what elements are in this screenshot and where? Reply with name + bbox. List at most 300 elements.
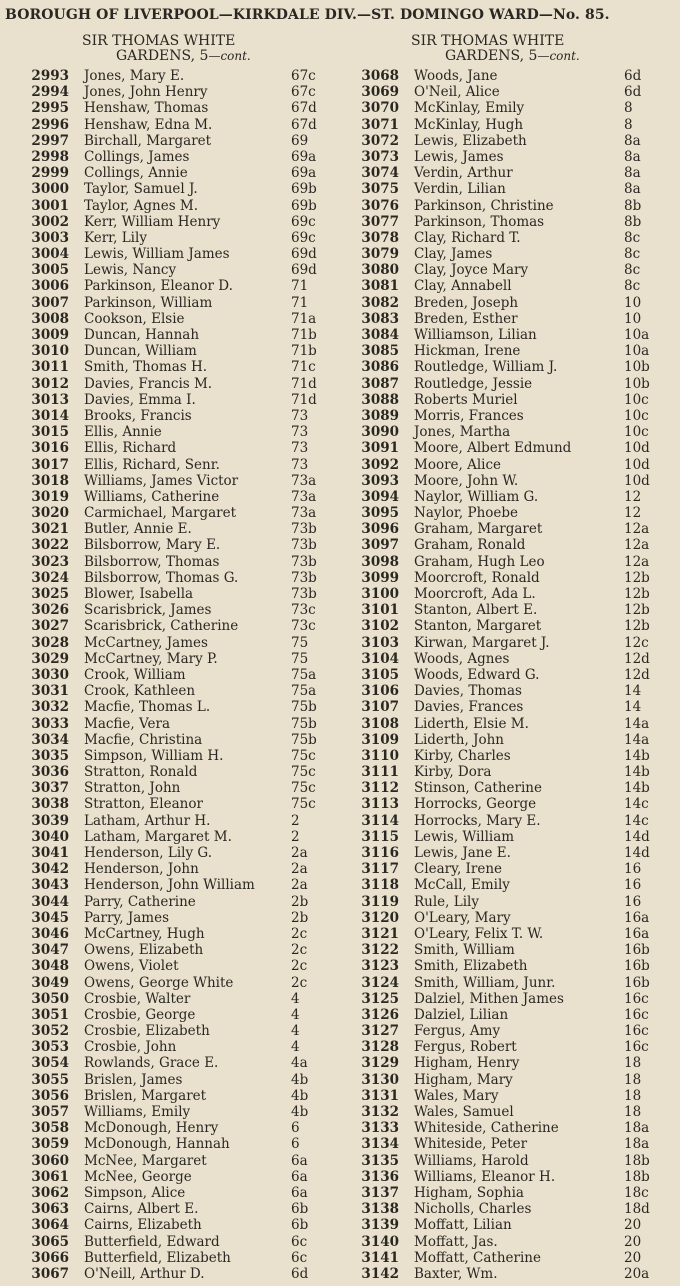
house-number: 71b — [291, 343, 317, 360]
elector-number: 3109 — [361, 731, 399, 748]
elector-name: Stratton, Eleanor — [84, 796, 203, 813]
elector-number: 3033 — [31, 715, 69, 732]
house-number: 2 — [291, 812, 300, 829]
house-number: 6a — [291, 1184, 308, 1201]
elector-number: 3031 — [31, 683, 69, 700]
elector-name: McKinlay, Hugh — [414, 116, 524, 133]
house-number: 2a — [291, 861, 308, 878]
elector-row — [340, 457, 680, 473]
elector-number: 3088 — [361, 391, 399, 408]
elector-name: Collings, Annie — [84, 165, 188, 182]
elector-number: 3061 — [31, 1168, 69, 1185]
elector-number: 3098 — [361, 553, 399, 570]
house-number: 2b — [291, 893, 309, 910]
house-number: 14a — [624, 715, 650, 732]
house-number: 2c — [291, 925, 308, 942]
elector-name: Nicholls, Charles — [414, 1201, 532, 1218]
house-number: 73a — [291, 505, 317, 522]
elector-number: 3064 — [31, 1217, 69, 1234]
elector-row — [340, 1120, 680, 1136]
elector-row — [340, 651, 680, 667]
house-number: 75b — [291, 731, 317, 748]
house-number: 2a — [291, 877, 308, 894]
house-number: 69b — [291, 197, 317, 214]
elector-name: Dalziel, Lilian — [414, 1006, 509, 1023]
house-number: 12b — [624, 569, 650, 586]
elector-name: Collings, James — [84, 148, 190, 165]
house-number: 69d — [291, 246, 317, 263]
elector-name: Horrocks, George — [414, 796, 537, 813]
elector-name: Stratton, John — [84, 780, 181, 797]
elector-name: Crook, Kathleen — [84, 683, 196, 700]
elector-row — [0, 732, 340, 748]
elector-row — [0, 343, 340, 359]
elector-number: 3001 — [31, 197, 69, 214]
house-number: 8b — [624, 213, 642, 230]
elector-name: Parkinson, William — [84, 294, 213, 311]
house-number: 71d — [291, 391, 317, 408]
elector-number: 3137 — [361, 1184, 399, 1201]
elector-row — [0, 214, 340, 230]
house-number: 10b — [624, 375, 650, 392]
elector-number: 3140 — [361, 1233, 399, 1250]
elector-number: 3093 — [361, 472, 399, 489]
elector-name: Lewis, James — [414, 148, 504, 165]
house-number: 10d — [624, 472, 650, 489]
elector-row — [340, 683, 680, 699]
elector-name: Clay, James — [414, 246, 493, 263]
elector-number: 3071 — [361, 116, 399, 133]
elector-number: 3039 — [31, 812, 69, 829]
elector-name: Higham, Mary — [414, 1071, 513, 1088]
house-number: 73 — [291, 407, 309, 424]
elector-number: 3057 — [31, 1104, 69, 1120]
elector-row — [340, 1023, 680, 1039]
elector-number: 3005 — [31, 262, 69, 279]
elector-name: Cookson, Elsie — [84, 310, 185, 327]
elector-number: 3085 — [361, 343, 399, 360]
house-number: 4 — [291, 1006, 300, 1023]
house-number: 75c — [291, 796, 316, 813]
elector-name: Fergus, Robert — [414, 1039, 517, 1056]
elector-name: Owens, Violet — [84, 958, 179, 975]
elector-name: Williamson, Lilian — [414, 327, 537, 343]
elector-number: 3036 — [31, 764, 69, 781]
elector-name: Wales, Mary — [414, 1087, 499, 1104]
elector-name: Lewis, Jane E. — [414, 845, 511, 861]
elector-number: 3133 — [361, 1120, 399, 1137]
house-number: 14c — [624, 812, 649, 829]
elector-name: Macfie, Christina — [84, 731, 203, 748]
elector-row — [340, 586, 680, 602]
elector-row — [0, 100, 340, 116]
elector-number: 3075 — [361, 181, 399, 198]
street-heading-right — [411, 34, 580, 64]
elector-row — [0, 84, 340, 100]
house-number: 12b — [624, 618, 650, 635]
elector-name: Crosbie, John — [84, 1039, 177, 1056]
elector-row — [340, 829, 680, 845]
elector-number: 2999 — [31, 165, 69, 182]
elector-row — [0, 1169, 340, 1185]
elector-row — [340, 861, 680, 877]
house-number: 8 — [624, 116, 633, 133]
elector-number: 3041 — [31, 845, 69, 861]
elector-row — [0, 699, 340, 715]
elector-name: Macfie, Vera — [84, 715, 171, 732]
house-number: 8a — [624, 165, 641, 182]
house-number: 67d — [291, 100, 317, 117]
house-number: 16 — [624, 861, 642, 878]
elector-number: 3056 — [31, 1087, 69, 1104]
house-number: 10d — [624, 440, 650, 457]
elector-row — [340, 1055, 680, 1071]
elector-row — [0, 489, 340, 505]
elector-number: 3139 — [361, 1217, 399, 1234]
elector-row — [0, 230, 340, 246]
elector-number: 3047 — [31, 942, 69, 959]
elector-name: McCartney, James — [84, 634, 208, 651]
elector-name: McCartney, Mary P. — [84, 650, 218, 667]
elector-row — [340, 975, 680, 991]
elector-number: 3017 — [31, 456, 69, 473]
elector-name: McDonough, Hannah — [84, 1136, 230, 1153]
elector-row — [0, 748, 340, 764]
elector-number: 3053 — [31, 1039, 69, 1056]
elector-name: Woods, Jane — [414, 68, 498, 84]
house-number: 69 — [291, 132, 309, 149]
elector-name: Moore, Alice — [414, 456, 502, 473]
elector-number: 3000 — [31, 181, 69, 198]
street-name: SIR THOMAS WHITE — [82, 33, 236, 49]
elector-number: 3127 — [361, 1023, 399, 1040]
house-number: 18b — [624, 1168, 650, 1185]
elector-number: 3118 — [361, 877, 399, 894]
elector-row — [0, 181, 340, 197]
elector-number: 3114 — [361, 812, 399, 829]
elector-row — [0, 278, 340, 294]
house-number: 75a — [291, 683, 317, 700]
elector-row — [340, 910, 680, 926]
house-number: 10a — [624, 343, 650, 360]
elector-number: 3103 — [361, 634, 399, 651]
elector-row — [340, 1104, 680, 1120]
elector-row — [0, 246, 340, 262]
elector-name: Cairns, Elizabeth — [84, 1217, 202, 1234]
elector-name: Bilsborrow, Thomas — [84, 553, 220, 570]
elector-number: 2995 — [31, 100, 69, 117]
elector-name: Kirwan, Margaret J. — [414, 634, 550, 651]
elector-number: 3090 — [361, 424, 399, 441]
house-number: 4b — [291, 1087, 309, 1104]
house-number: 4 — [291, 1039, 300, 1056]
elector-number: 3102 — [361, 618, 399, 635]
elector-row — [340, 262, 680, 278]
elector-number: 3059 — [31, 1136, 69, 1153]
elector-number: 3043 — [31, 877, 69, 894]
elector-number: 3074 — [361, 165, 399, 182]
elector-row — [0, 1153, 340, 1169]
elector-row — [340, 570, 680, 586]
house-number: 12a — [624, 537, 650, 554]
house-number: 14c — [624, 796, 649, 813]
house-number: 18a — [624, 1120, 650, 1137]
elector-number: 3023 — [31, 553, 69, 570]
elector-number: 3037 — [31, 780, 69, 797]
elector-number: 3009 — [31, 327, 69, 343]
elector-row — [0, 311, 340, 327]
elector-row — [340, 198, 680, 214]
elector-number: 3012 — [31, 375, 69, 392]
elector-number: 3014 — [31, 407, 69, 424]
elector-name: Williams, James Victor — [84, 472, 239, 489]
elector-name: Henderson, Lily G. — [84, 845, 212, 861]
house-number: 75a — [291, 666, 317, 683]
elector-number: 3130 — [361, 1071, 399, 1088]
house-number: 8c — [624, 262, 641, 279]
elector-name: Scarisbrick, Catherine — [84, 618, 239, 635]
house-number: 4b — [291, 1104, 309, 1120]
elector-name: Smith, Thomas H. — [84, 359, 208, 376]
elector-name: Davies, Thomas — [414, 683, 522, 700]
elector-number: 3080 — [361, 262, 399, 279]
elector-number: 3052 — [31, 1023, 69, 1040]
house-number: 69c — [291, 229, 316, 246]
elector-number: 3087 — [361, 375, 399, 392]
elector-name: McDonough, Henry — [84, 1120, 219, 1137]
elector-name: Stratton, Ronald — [84, 764, 198, 781]
elector-row — [340, 84, 680, 100]
elector-name: Breden, Esther — [414, 310, 518, 327]
elector-row — [0, 877, 340, 893]
elector-name: Ellis, Richard, Senr. — [84, 456, 220, 473]
elector-row — [0, 1120, 340, 1136]
elector-row — [0, 942, 340, 958]
elector-number: 3010 — [31, 343, 69, 360]
house-number: 6b — [291, 1217, 309, 1234]
elector-name: Parkinson, Christine — [414, 197, 554, 214]
elector-row — [0, 295, 340, 311]
elector-name: O'Leary, Felix T. W. — [414, 925, 544, 942]
house-number: 6a — [291, 1152, 308, 1169]
elector-name: Henderson, John — [84, 861, 199, 878]
elector-row — [0, 537, 340, 553]
elector-name: McCartney, Hugh — [84, 925, 205, 942]
elector-number: 3055 — [31, 1071, 69, 1088]
house-number: 18a — [624, 1136, 650, 1153]
elector-row — [0, 133, 340, 149]
elector-name: Higham, Sophia — [414, 1184, 524, 1201]
house-number: 75 — [291, 634, 309, 651]
elector-row — [340, 311, 680, 327]
house-number: 73b — [291, 537, 317, 554]
house-number: 20a — [624, 1265, 650, 1282]
elector-row — [340, 181, 680, 197]
elector-row — [340, 1217, 680, 1233]
elector-row — [340, 359, 680, 375]
house-number: 75b — [291, 715, 317, 732]
elector-number: 3044 — [31, 893, 69, 910]
elector-number: 3004 — [31, 246, 69, 263]
house-number: 8a — [624, 148, 641, 165]
elector-number: 3141 — [361, 1249, 399, 1266]
house-number: 6d — [291, 1265, 309, 1282]
elector-number: 3067 — [31, 1265, 69, 1282]
house-number: 4 — [291, 1023, 300, 1040]
elector-name: Cairns, Albert E. — [84, 1201, 199, 1218]
elector-row — [340, 149, 680, 165]
elector-number: 3066 — [31, 1249, 69, 1266]
house-number: 73a — [291, 488, 317, 505]
house-number: 4a — [291, 1055, 308, 1072]
elector-name: Liderth, Elsie M. — [414, 715, 529, 732]
elector-row — [0, 1185, 340, 1201]
elector-number: 3091 — [361, 440, 399, 457]
elector-number: 2996 — [31, 116, 69, 133]
house-number: 12c — [624, 634, 649, 651]
elector-name: Stanton, Albert E. — [414, 602, 538, 619]
elector-row — [340, 521, 680, 537]
house-number: 67c — [291, 68, 316, 84]
house-number: 16a — [624, 925, 650, 942]
house-number: 16c — [624, 1023, 649, 1040]
elector-number: 3016 — [31, 440, 69, 457]
house-number: 16 — [624, 893, 642, 910]
elector-number: 3110 — [361, 747, 399, 764]
house-number: 2b — [291, 909, 309, 926]
elector-name: Graham, Margaret — [414, 521, 543, 538]
house-number: 73c — [291, 618, 316, 635]
elector-number: 3006 — [31, 278, 69, 295]
elector-row — [340, 424, 680, 440]
house-number: 10 — [624, 294, 642, 311]
house-number: 12d — [624, 666, 650, 683]
elector-row — [340, 392, 680, 408]
elector-name: Fergus, Amy — [414, 1023, 501, 1040]
elector-number: 3002 — [31, 213, 69, 230]
elector-number: 3096 — [361, 521, 399, 538]
elector-row — [0, 392, 340, 408]
elector-name: Smith, Elizabeth — [414, 958, 528, 975]
elector-number: 3024 — [31, 569, 69, 586]
house-number: 16b — [624, 942, 650, 959]
elector-name: Kerr, William Henry — [84, 213, 221, 230]
elector-row — [0, 1055, 340, 1071]
elector-name: Clay, Joyce Mary — [414, 262, 529, 279]
elector-number: 3099 — [361, 569, 399, 586]
elector-name: Woods, Edward G. — [414, 666, 540, 683]
elector-name: Dalziel, Mithen James — [414, 990, 564, 1007]
elector-name: Duncan, Hannah — [84, 327, 200, 343]
elector-number: 3122 — [361, 942, 399, 959]
elector-number: 3022 — [31, 537, 69, 554]
elector-row — [0, 1039, 340, 1055]
house-number: 6d — [624, 68, 642, 84]
house-number: 14a — [624, 731, 650, 748]
elector-row — [340, 1201, 680, 1217]
house-number: 12a — [624, 521, 650, 538]
elector-number: 3136 — [361, 1168, 399, 1185]
elector-name: McNee, Margaret — [84, 1152, 207, 1169]
elector-number: 3089 — [361, 407, 399, 424]
elector-name: Kerr, Lily — [84, 229, 147, 246]
house-number: 71d — [291, 375, 317, 392]
elector-number: 3078 — [361, 229, 399, 246]
elector-number: 3092 — [361, 456, 399, 473]
elector-name: Parry, James — [84, 909, 170, 926]
elector-name: Blower, Isabella — [84, 586, 194, 602]
elector-name: Verdin, Lilian — [414, 181, 506, 198]
elector-row — [0, 149, 340, 165]
elector-row — [0, 764, 340, 780]
elector-number: 3131 — [361, 1087, 399, 1104]
elector-name: Stinson, Catherine — [414, 780, 542, 797]
elector-number: 3077 — [361, 213, 399, 230]
elector-row — [340, 1250, 680, 1266]
elector-name: Moore, John W. — [414, 472, 519, 489]
house-number: 18d — [624, 1201, 650, 1218]
elector-row — [340, 246, 680, 262]
elector-row — [0, 424, 340, 440]
elector-number: 2997 — [31, 132, 69, 149]
elector-row — [0, 651, 340, 667]
elector-row — [0, 813, 340, 829]
elector-number: 3034 — [31, 731, 69, 748]
house-number: 16c — [624, 990, 649, 1007]
elector-number: 3015 — [31, 424, 69, 441]
elector-number: 3100 — [361, 586, 399, 602]
elector-number: 2993 — [31, 68, 69, 84]
elector-row — [0, 117, 340, 133]
house-number: 8c — [624, 278, 641, 295]
elector-name: Owens, George White — [84, 974, 234, 991]
elector-number: 3124 — [361, 974, 399, 991]
elector-row — [340, 780, 680, 796]
house-number: 20 — [624, 1233, 642, 1250]
elector-row — [0, 683, 340, 699]
elector-name: Bilsborrow, Thomas G. — [84, 569, 239, 586]
elector-number: 3058 — [31, 1120, 69, 1137]
house-number: 12a — [624, 553, 650, 570]
house-number: 6 — [291, 1120, 300, 1137]
elector-row — [340, 926, 680, 942]
elector-number: 3072 — [361, 132, 399, 149]
elector-row — [340, 343, 680, 359]
elector-name: Stanton, Margaret — [414, 618, 542, 635]
elector-name: Jones, Mary E. — [84, 68, 185, 84]
elector-number: 3013 — [31, 391, 69, 408]
elector-number: 3129 — [361, 1055, 399, 1072]
house-number: 73c — [291, 602, 316, 619]
elector-row — [0, 1217, 340, 1233]
elector-name: Latham, Margaret M. — [84, 828, 232, 845]
elector-name: Scarisbrick, James — [84, 602, 212, 619]
elector-row — [0, 262, 340, 278]
elector-name: McNee, George — [84, 1168, 192, 1185]
house-number: 2c — [291, 942, 308, 959]
elector-name: Graham, Ronald — [414, 537, 526, 554]
elector-number: 3106 — [361, 683, 399, 700]
street-heading-left — [82, 34, 251, 64]
house-number: 18c — [624, 1184, 649, 1201]
elector-name: Woods, Agnes — [414, 650, 510, 667]
elector-row — [0, 1136, 340, 1152]
elector-row — [0, 975, 340, 991]
elector-number: 3132 — [361, 1104, 399, 1120]
elector-name: Moorcroft, Ronald — [414, 569, 540, 586]
house-number: 6 — [291, 1136, 300, 1153]
house-number: 67c — [291, 84, 316, 101]
